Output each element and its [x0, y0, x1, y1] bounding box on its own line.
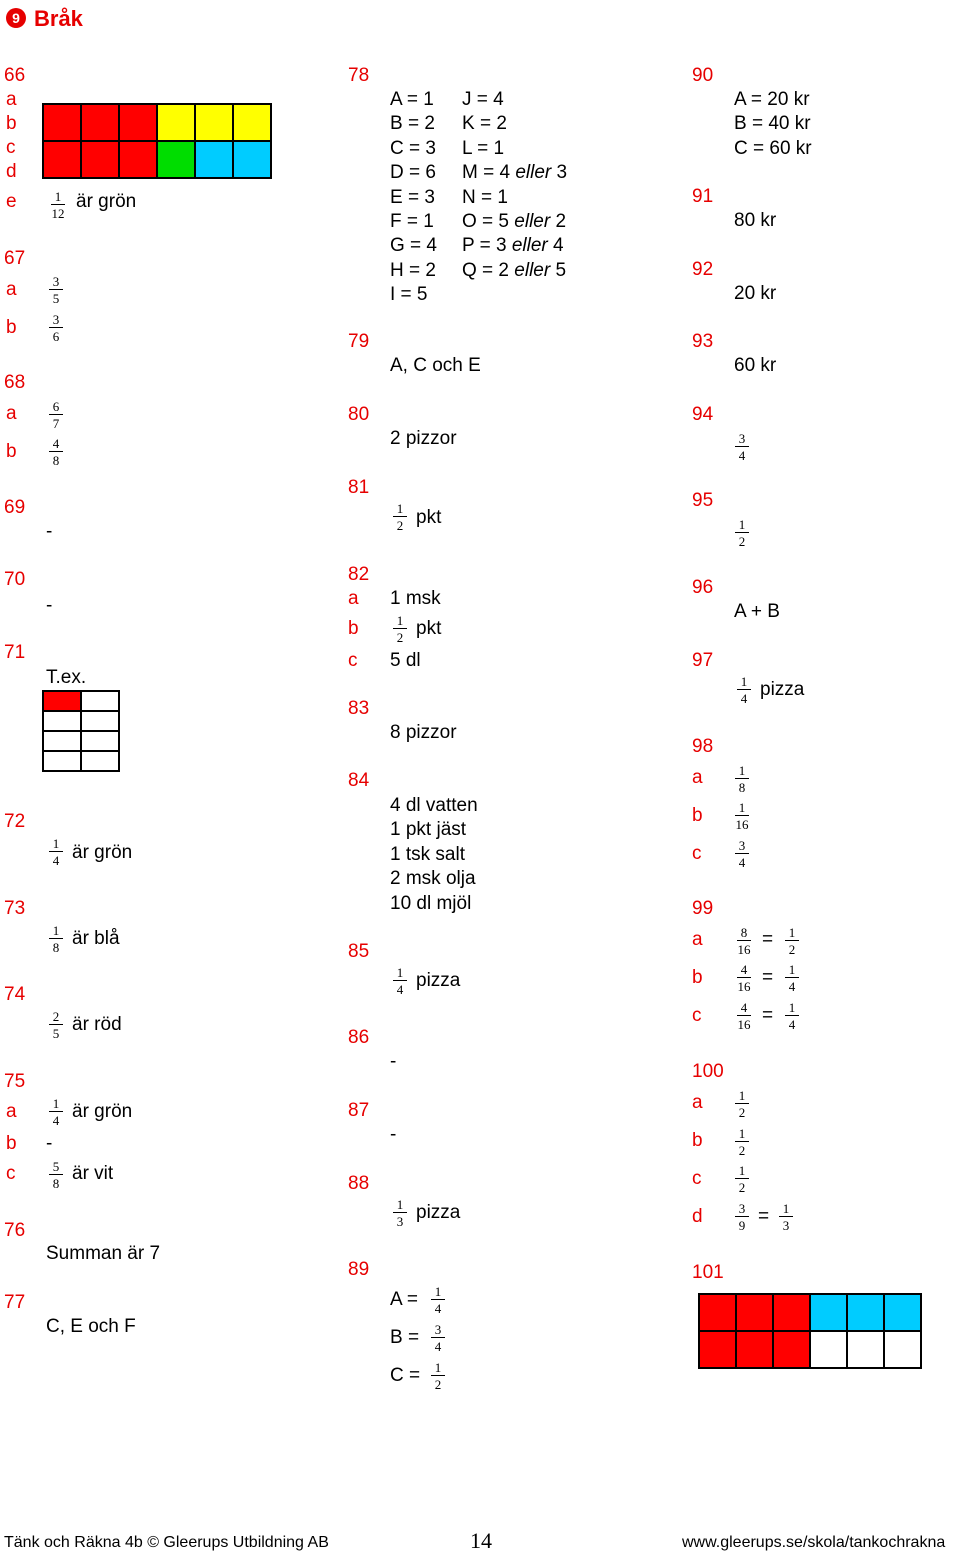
task-79-text: A, C och E — [390, 355, 481, 376]
grid-cell — [80, 103, 120, 142]
grid-cell — [156, 103, 196, 142]
task-98-label-b: b — [692, 805, 703, 826]
grid-cell — [735, 1330, 774, 1369]
fraction: 8 16 — [737, 925, 751, 957]
task-71-text: T.ex. — [46, 667, 87, 688]
task-93-number: 93 — [692, 331, 714, 352]
task-75-label-b: b — [6, 1133, 17, 1154]
grid-cell — [883, 1330, 922, 1369]
fraction: 1 4 — [784, 1001, 800, 1031]
task-82-label-b: b — [348, 618, 359, 639]
task-77-text: C, E och F — [46, 1316, 136, 1337]
task-84-recipe-item: 10 dl mjöl — [390, 892, 472, 914]
fraction: 3 5 — [48, 275, 64, 305]
task-78-left-item: D = 6 — [390, 162, 436, 184]
task-88-text: pizza — [416, 1202, 461, 1223]
chapter-number-badge: 9 — [6, 8, 26, 28]
task-68-label-a: a — [6, 403, 17, 424]
grid-cell — [80, 140, 120, 179]
fraction: 1 3 — [778, 1202, 794, 1232]
grid-cell — [80, 690, 120, 712]
footer-publisher: Tänk och Räkna 4b © Gleerups Utbildning AB — [4, 1534, 329, 1551]
task-68-label-b: b — [6, 441, 17, 462]
grid-cell — [118, 103, 158, 142]
fraction: 1 4 — [48, 837, 64, 867]
task-73-number: 73 — [4, 898, 26, 919]
task-76-text: Summan är 7 — [46, 1243, 161, 1264]
grid-cell — [42, 710, 82, 732]
grid-cell — [42, 103, 82, 142]
grid-cell — [156, 140, 196, 179]
task-81-text: pkt — [416, 507, 442, 528]
task-74-text: är röd — [72, 1014, 122, 1035]
task-86-number: 86 — [348, 1027, 370, 1048]
task-97-number: 97 — [692, 650, 714, 671]
task-87-number: 87 — [348, 1100, 370, 1121]
task-99-label-b: b — [692, 967, 703, 988]
fraction: 3 4 — [734, 839, 750, 869]
grid-cell — [80, 750, 120, 772]
task-87-text: - — [390, 1124, 397, 1145]
task-71-number: 71 — [4, 642, 26, 663]
task-100-label-b: b — [692, 1130, 703, 1151]
task-69-number: 69 — [4, 497, 26, 518]
page-number: 14 — [470, 1528, 492, 1553]
task-98-number: 98 — [692, 736, 714, 757]
task-82-b-text: pkt — [416, 618, 442, 639]
task-76-number: 76 — [4, 1220, 26, 1241]
task-85-number: 85 — [348, 941, 370, 962]
task-78-left-item: G = 4 — [390, 235, 437, 257]
task-67-label-a: a — [6, 279, 17, 300]
grid-cell — [42, 750, 82, 772]
task-82-c-text: 5 dl — [390, 650, 421, 671]
task-66-label-e: e — [6, 191, 17, 212]
task-82-label-a: a — [348, 588, 359, 609]
fraction: 1 4 — [48, 1097, 64, 1127]
task-78-right-item: N = 1 — [462, 186, 508, 208]
task-100-label-a: a — [692, 1092, 703, 1113]
equals-sign: = — [762, 1005, 774, 1026]
task-78-right-item: M = 4 eller 3 — [462, 162, 568, 184]
fraction: 1 2 — [734, 518, 750, 548]
task-95-number: 95 — [692, 490, 714, 511]
grid-cell — [772, 1330, 811, 1369]
task-66-label-c: c — [6, 137, 16, 158]
fraction: 1 12 — [51, 189, 65, 221]
fraction: 3 4 — [734, 432, 750, 462]
task-99-label-c: c — [692, 1005, 702, 1026]
fraction: 1 2 — [392, 614, 408, 644]
task-75-label-c: c — [6, 1163, 16, 1184]
fraction: 1 4 — [736, 675, 752, 705]
task-78-left-item: B = 2 — [390, 113, 435, 135]
task-67-number: 67 — [4, 248, 26, 269]
task-100-label-d: d — [692, 1206, 703, 1227]
task-72-text: är grön — [72, 842, 133, 863]
footer-url[interactable]: www.gleerups.se/skola/tankochrakna — [682, 1534, 946, 1551]
grid-cell — [232, 140, 272, 179]
task-82-a-text: 1 msk — [390, 588, 441, 609]
grid-cell — [883, 1293, 922, 1332]
task-84-recipe-item: 4 dl vatten — [390, 795, 478, 816]
task-96-number: 96 — [692, 577, 714, 598]
task-92-number: 92 — [692, 259, 714, 280]
task-99-number: 99 — [692, 898, 714, 919]
fraction: 1 2 — [784, 926, 800, 956]
task-78-left-item: H = 2 — [390, 259, 436, 281]
task-96-text: A + B — [734, 601, 780, 622]
task-99-label-a: a — [692, 929, 703, 950]
grid-cell — [80, 710, 120, 732]
task-101-number: 101 — [692, 1262, 724, 1283]
task-78-left-item: I = 5 — [390, 284, 428, 306]
fraction: 3 4 — [430, 1323, 446, 1353]
task-75-b-text: - — [46, 1133, 53, 1154]
task-82-number: 82 — [348, 564, 370, 585]
fraction: 2 5 — [48, 1010, 64, 1040]
task-100-label-c: c — [692, 1168, 702, 1189]
task-89-number: 89 — [348, 1259, 370, 1280]
task-98-label-a: a — [692, 767, 703, 788]
grid-cell — [80, 730, 120, 752]
task-72-number: 72 — [4, 811, 26, 832]
fraction: 1 2 — [734, 1164, 750, 1194]
task-69-answer: - — [46, 521, 53, 542]
fraction: 1 2 — [430, 1361, 446, 1391]
grid-cell — [698, 1293, 737, 1332]
page-title: Bråk — [34, 6, 83, 31]
task-75-label-a: a — [6, 1101, 17, 1122]
task-84-number: 84 — [348, 770, 370, 791]
grid-cell — [194, 140, 234, 179]
task-84-recipe-item: 1 tsk salt — [390, 843, 465, 865]
fraction: 1 2 — [392, 502, 408, 532]
task-90-price-item: B = 40 kr — [734, 113, 811, 135]
equals-sign: = — [758, 1206, 770, 1227]
task-67-label-b: b — [6, 317, 17, 338]
task-78-left-item: E = 3 — [390, 186, 435, 208]
grid-cell — [846, 1330, 885, 1369]
task-85-text: pizza — [416, 970, 461, 991]
task-74-number: 74 — [4, 984, 26, 1005]
fraction: 3 6 — [48, 313, 64, 343]
task-79-number: 79 — [348, 331, 370, 352]
grid-cell — [809, 1293, 848, 1332]
task-77-number: 77 — [4, 1292, 26, 1313]
grid-cell — [698, 1330, 737, 1369]
task-98-label-c: c — [692, 843, 702, 864]
task-91-number: 91 — [692, 186, 714, 207]
task-78-right-item: P = 3 eller 4 — [462, 235, 564, 257]
task-78-left-item: F = 1 — [390, 211, 434, 232]
grid-cell — [735, 1293, 774, 1332]
task-80-text: 2 pizzor — [390, 428, 457, 449]
grid-cell — [772, 1293, 811, 1332]
task-78-number: 78 — [348, 65, 370, 86]
task-66-number: 66 — [4, 65, 26, 86]
grid-cell — [194, 103, 234, 142]
task-75-c-text: är vit — [72, 1163, 114, 1184]
fraction: 1 2 — [734, 1089, 750, 1119]
grid-cell — [42, 140, 82, 179]
task-66-label-d: d — [6, 161, 17, 182]
task-83-number: 83 — [348, 698, 370, 719]
task-75-number: 75 — [4, 1071, 26, 1092]
task-97-text: pizza — [760, 679, 805, 700]
fraction: 1 8 — [48, 924, 64, 954]
fraction: 1 3 — [392, 1198, 408, 1228]
task-90-number: 90 — [692, 65, 714, 86]
task-91-text: 80 kr — [734, 210, 777, 231]
task-86-text: - — [390, 1051, 397, 1072]
fraction: 5 8 — [48, 1160, 64, 1190]
task-100-number: 100 — [692, 1061, 724, 1082]
task-78-right-item: O = 5 eller 2 — [462, 211, 567, 232]
equals-sign: = — [762, 967, 774, 988]
task-94-number: 94 — [692, 404, 714, 425]
task-93-text: 60 kr — [734, 355, 777, 376]
fraction: 1 2 — [734, 1127, 750, 1157]
task-78-left-item: A = 1 — [390, 89, 434, 110]
task-73-text: är blå — [72, 928, 120, 949]
task-78-right-item: J = 4 — [462, 89, 504, 110]
task-89-b-text: B = — [390, 1327, 420, 1348]
task-78-left-item: C = 3 — [390, 137, 436, 159]
task-88-number: 88 — [348, 1173, 370, 1194]
task-84-recipe-item: 2 msk olja — [390, 868, 476, 890]
equals-sign: = — [762, 929, 774, 950]
task-66-label-a: a — [6, 89, 17, 110]
task-66-label-b: b — [6, 113, 17, 134]
task-70-number: 70 — [4, 569, 26, 590]
task-90-price-item: A = 20 kr — [734, 89, 810, 110]
grid-cell — [846, 1293, 885, 1332]
fraction: 1 8 — [734, 764, 750, 794]
task-83-text: 8 pizzor — [390, 722, 457, 743]
grid-cell — [42, 730, 82, 752]
task-82-label-c: c — [348, 650, 358, 671]
fraction: 1 4 — [430, 1285, 446, 1315]
grid-cell — [42, 690, 82, 712]
task-84-recipe-item: 1 pkt jäst — [390, 819, 467, 841]
task-70-answer: - — [46, 595, 53, 616]
task-81-number: 81 — [348, 477, 370, 498]
task-78-right-item: L = 1 — [462, 137, 505, 159]
task-66-answer-text: är grön — [76, 191, 137, 212]
grid-cell — [232, 103, 272, 142]
grid-cell — [809, 1330, 848, 1369]
task-92-text: 20 kr — [734, 283, 777, 304]
grid-cell — [118, 140, 158, 179]
task-78-right-item: Q = 2 eller 5 — [462, 259, 567, 281]
fraction: 4 16 — [737, 962, 751, 994]
task-89-a-text: A = — [390, 1289, 418, 1310]
task-68-number: 68 — [4, 372, 26, 393]
fraction: 1 4 — [392, 966, 408, 996]
task-80-number: 80 — [348, 404, 370, 425]
fraction: 6 7 — [48, 400, 64, 430]
fraction: 1 16 — [735, 800, 749, 832]
task-75-a-text: är grön — [72, 1101, 133, 1122]
fraction: 1 4 — [784, 963, 800, 993]
fraction: 4 8 — [48, 437, 64, 467]
task-89-c-text: C = — [390, 1365, 421, 1386]
task-78-right-item: K = 2 — [462, 113, 507, 135]
fraction: 3 9 — [734, 1202, 750, 1232]
task-90-price-item: C = 60 kr — [734, 137, 812, 159]
fraction: 4 16 — [737, 1000, 751, 1032]
